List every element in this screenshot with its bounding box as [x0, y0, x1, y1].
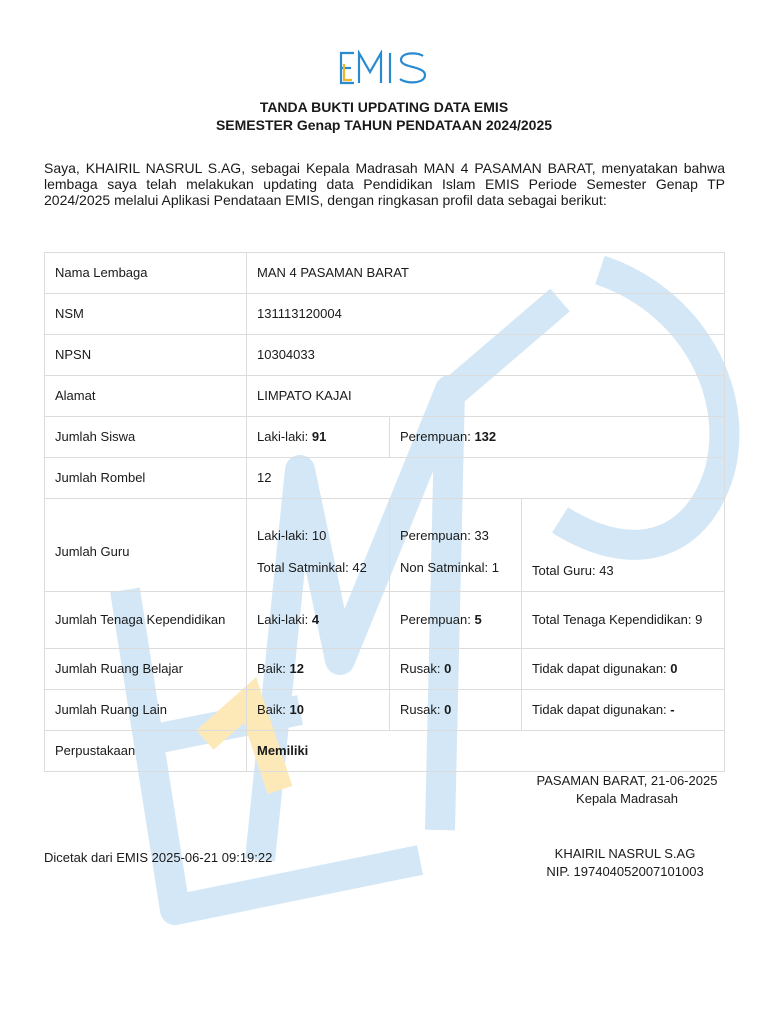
ruang-lain-rusak-label: Rusak: [400, 702, 445, 717]
ruang-belajar-baik-value: 12 [289, 661, 304, 676]
ruang-lain-rusak-value: 0 [444, 702, 452, 717]
siswa-perempuan-label: Perempuan: [400, 429, 475, 444]
table-row [45, 253, 725, 294]
intro-paragraph: Saya, KHAIRIL NASRUL S.AG, sebagai Kepala Madrasah MAN 4 PASAMAN BARAT, menyatakan bahwa lembaga saya telah melakukan updating data Pendidikan Islam EMIS Periode Semester Genap TP 2024/2025 melalui Aplikasi Pendataan EMIS, dengan ringkasan profil data sebagai berikut: [44, 160, 725, 208]
emis-logo [338, 50, 432, 86]
tendik-total-value: 9 [695, 612, 703, 627]
ruang-belajar-rusak-value: 0 [444, 661, 452, 676]
tendik-perempuan-value: 5 [474, 612, 482, 627]
ruang-lain-tidak-value: - [670, 702, 675, 717]
npsn-value: 10304033 [247, 335, 725, 376]
table-row [45, 649, 725, 690]
guru-satminkal: Total Satminkal: 42 [257, 560, 367, 575]
row-label: Jumlah Ruang Lain [45, 690, 247, 731]
ruang-belajar-baik-label: Baik: [257, 661, 290, 676]
signer-role: Kepala Madrasah [576, 791, 678, 806]
siswa-laki [247, 417, 390, 458]
ruang-belajar-baik [247, 649, 390, 690]
tendik-perempuan-label: Perempuan: [400, 612, 475, 627]
table-row [45, 458, 725, 499]
ruang-lain-tidak-label: Tidak dapat digunakan: [532, 702, 671, 717]
signer-nip: NIP. 197404052007101003 [546, 864, 704, 879]
table-row [45, 335, 725, 376]
nsm-value: 131113120004 [247, 294, 725, 335]
siswa-perempuan-value: 132 [474, 429, 497, 444]
ruang-belajar-tidak [522, 649, 725, 690]
tendik-total-label: Total Tenaga Kependidikan: [532, 612, 696, 627]
siswa-laki-value: 91 [311, 429, 327, 444]
siswa-laki-label: Laki-laki: [257, 429, 312, 444]
logo-m [359, 53, 381, 83]
ruang-lain-rusak [390, 690, 522, 731]
row-label: NPSN [45, 335, 247, 376]
ruang-belajar-tidak-value: 0 [670, 661, 678, 676]
table-row [45, 417, 725, 458]
ruang-lain-baik [247, 690, 390, 731]
perpustakaan-status: Memiliki [257, 743, 309, 758]
ruang-belajar-tidak-label: Tidak dapat digunakan: [532, 661, 671, 676]
row-label: Nama Lembaga [45, 253, 247, 294]
printed-timestamp: Dicetak dari EMIS 2025-06-21 09:19:22 [44, 850, 273, 865]
signer-name: KHAIRIL NASRUL S.AG [554, 846, 696, 861]
row-label: Alamat [45, 376, 247, 417]
table-row [45, 731, 725, 772]
guru-total: Total Guru: 43 [532, 562, 614, 578]
table-row [45, 294, 725, 335]
tendik-perempuan [390, 592, 522, 649]
tendik-laki [247, 592, 390, 649]
siswa-perempuan [390, 417, 725, 458]
alamat-value: LIMPATO KAJAI [247, 376, 725, 417]
guru-laki: Laki-laki: 10 [257, 528, 327, 543]
table-row [45, 499, 725, 592]
tendik-laki-label: Laki-laki: [257, 612, 312, 627]
document-title: TANDA BUKTI UPDATING DATA EMIS [259, 99, 509, 115]
guru-non-satminkal: Non Satminkal: 1 [400, 560, 499, 575]
document-subtitle: SEMESTER Genap TAHUN PENDATAAN 2024/2025 [215, 117, 553, 133]
ruang-belajar-rusak-label: Rusak: [400, 661, 445, 676]
profile-table [44, 252, 725, 772]
tendik-total [522, 592, 725, 649]
nama-lembaga-value: MAN 4 PASAMAN BARAT [247, 253, 725, 294]
row-label: NSM [45, 294, 247, 335]
rombel-value: 12 [247, 458, 725, 499]
place-date: PASAMAN BARAT, 21-06-2025 [536, 773, 718, 788]
row-label: Perpustakaan [45, 731, 247, 772]
row-label: Jumlah Tenaga Kependidikan [45, 592, 247, 649]
logo-s [400, 53, 425, 82]
guru-col1 [247, 499, 390, 592]
guru-col2 [390, 499, 522, 592]
guru-col3 [522, 499, 725, 592]
guru-perempuan: Perempuan: 33 [400, 528, 489, 543]
row-label: Jumlah Rombel [45, 458, 247, 499]
ruang-lain-tidak [522, 690, 725, 731]
row-label: Jumlah Ruang Belajar [45, 649, 247, 690]
logo-accent [344, 64, 352, 80]
table-row [45, 690, 725, 731]
table-row [45, 592, 725, 649]
row-label: Jumlah Siswa [45, 417, 247, 458]
ruang-belajar-rusak [390, 649, 522, 690]
row-label: Jumlah Guru [45, 499, 247, 592]
ruang-lain-baik-label: Baik: [257, 702, 290, 717]
table-row [45, 376, 725, 417]
tendik-laki-value: 4 [311, 612, 320, 627]
perpustakaan-value [247, 731, 725, 772]
ruang-lain-baik-value: 10 [289, 702, 304, 717]
